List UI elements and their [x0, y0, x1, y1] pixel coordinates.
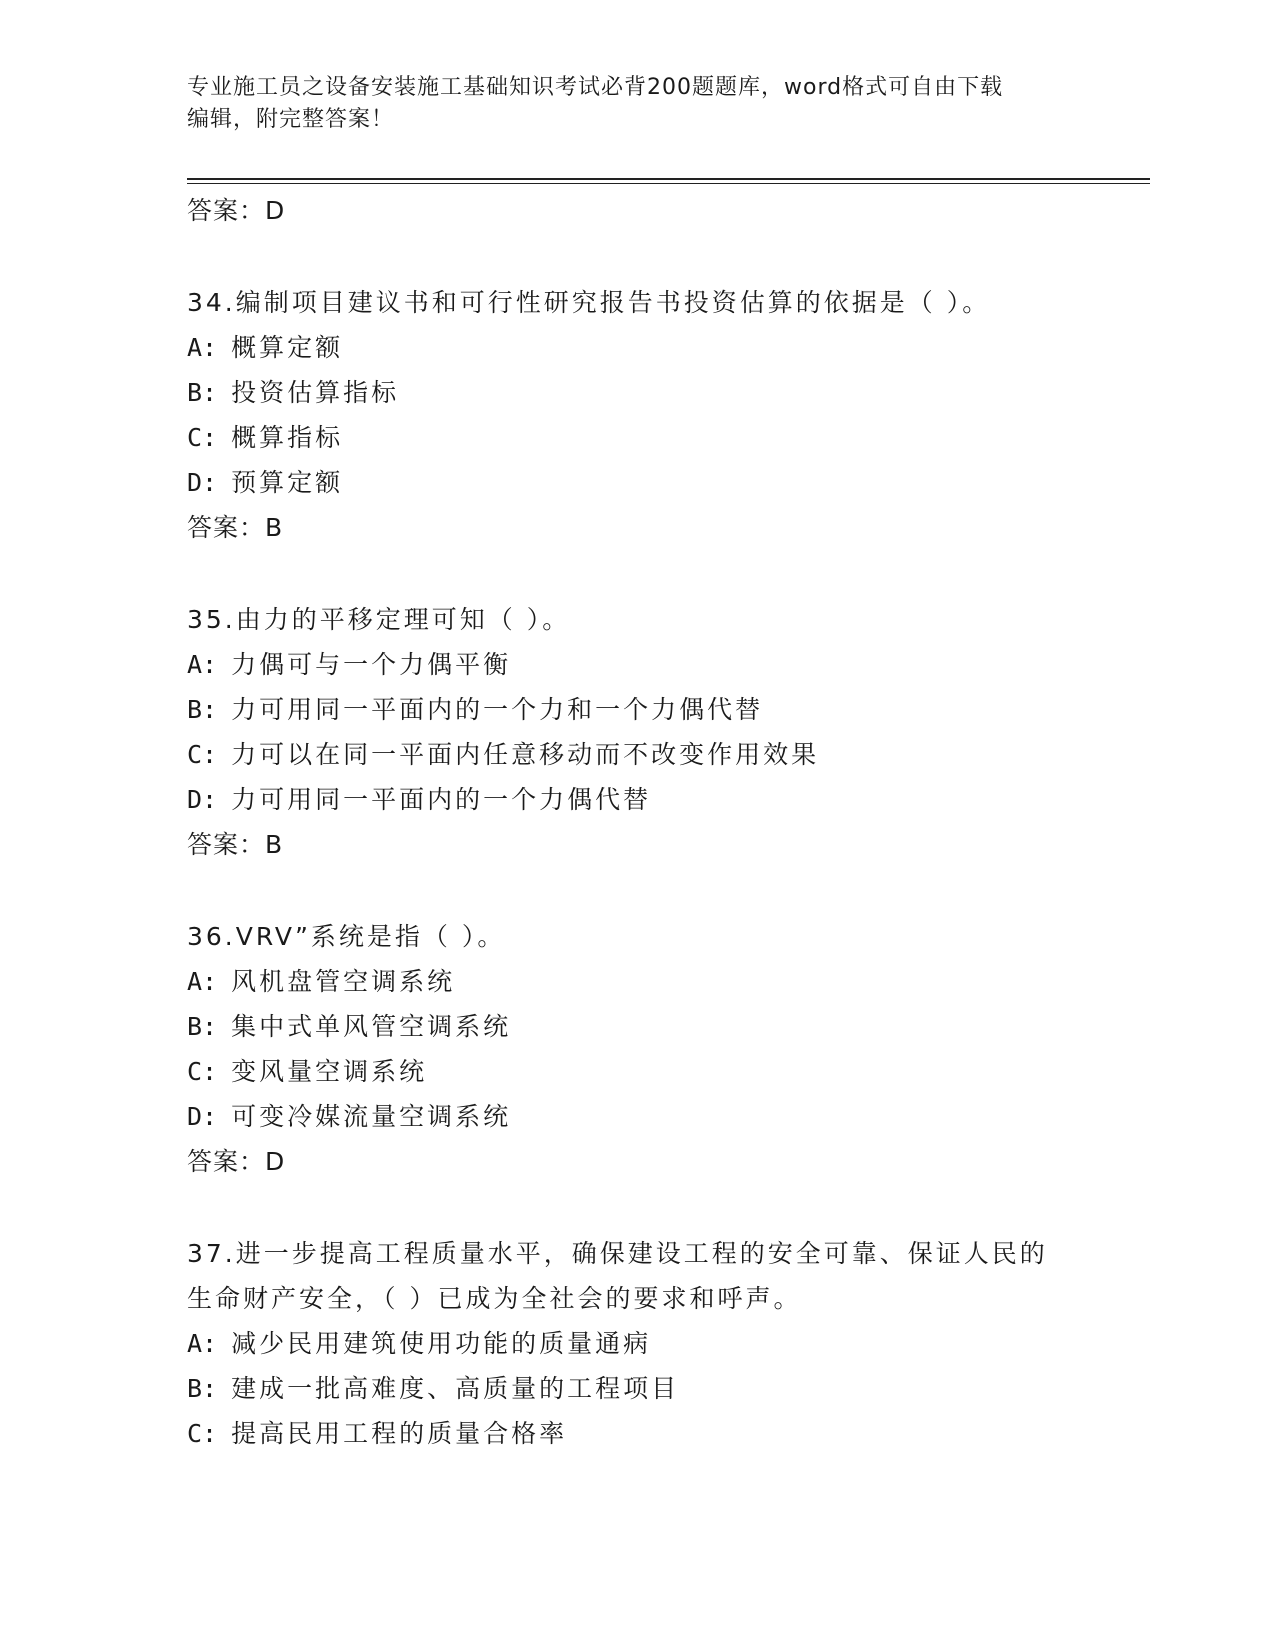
option-letter: B:: [187, 378, 218, 407]
option-letter: A:: [187, 650, 218, 679]
option-text: 减少民用建筑使用功能的质量通病: [231, 1329, 652, 1358]
option-letter: D:: [187, 1102, 218, 1131]
option-letter: B:: [187, 1012, 218, 1041]
option-c: [187, 415, 1087, 460]
answer-line: 答案：B: [187, 830, 284, 859]
option-letter: A:: [187, 333, 218, 362]
spacer: [187, 550, 1087, 597]
header-line-2: 编辑，附完整答案！: [187, 107, 395, 132]
option-text: 预算定额: [231, 468, 344, 497]
option-a: [187, 642, 1087, 687]
option-text: 可变冷媒流量空调系统: [231, 1102, 512, 1131]
option-d: [187, 460, 1087, 505]
option-b: [187, 370, 1087, 415]
option-d: [187, 1094, 1087, 1139]
option-text: 力偶可与一个力偶平衡: [231, 650, 512, 679]
option-letter: D:: [187, 468, 218, 497]
option-text: 概算定额: [231, 333, 344, 362]
option-text: 投资估算指标: [231, 378, 400, 407]
option-b: [187, 687, 1087, 732]
question-34: [187, 280, 1087, 550]
option-letter: B:: [187, 695, 218, 724]
option-letter: C:: [187, 423, 218, 452]
header-divider-thin: [187, 183, 1150, 184]
option-a: [187, 325, 1087, 370]
option-text: 力可用同一平面内的一个力和一个力偶代替: [231, 695, 764, 724]
option-text: 集中式单风管空调系统: [231, 1012, 512, 1041]
option-text: 力可用同一平面内的一个力偶代替: [231, 785, 652, 814]
option-text: 提高民用工程的质量合格率: [231, 1419, 568, 1448]
question-35: [187, 597, 1087, 867]
option-letter: A:: [187, 967, 218, 996]
option-letter: B:: [187, 1374, 218, 1403]
option-a: [187, 959, 1087, 1004]
option-text: 建成一批高难度、高质量的工程项目: [231, 1374, 680, 1403]
answer-line: 答案：B: [187, 513, 284, 542]
option-letter: D:: [187, 785, 218, 814]
question-list: [187, 188, 1087, 1456]
option-text: 力可以在同一平面内任意移动而不改变作用效果: [231, 740, 820, 769]
option-b: [187, 1366, 1087, 1411]
option-c: [187, 1049, 1087, 1094]
question-stem-continued: 生命财产安全，（ ）已成为全社会的要求和呼声。: [187, 1284, 802, 1313]
question-stem: 34.编制项目建议书和可行性研究报告书投资估算的依据是（ ）。: [187, 288, 991, 317]
question-37: [187, 1231, 1087, 1456]
option-c: [187, 1411, 1087, 1456]
option-text: 风机盘管空调系统: [231, 967, 456, 996]
option-c: [187, 732, 1087, 777]
spacer: [187, 1184, 1087, 1231]
option-text: 概算指标: [231, 423, 344, 452]
option-letter: C:: [187, 1057, 218, 1086]
option-text: 变风量空调系统: [231, 1057, 428, 1086]
option-letter: C:: [187, 740, 218, 769]
previous-answer: 答案：D: [187, 196, 286, 225]
option-letter: C:: [187, 1419, 218, 1448]
question-36: [187, 914, 1087, 1184]
question-stem: 35.由力的平移定理可知（ ）。: [187, 605, 571, 634]
option-d: [187, 777, 1087, 822]
question-stem: 37.进一步提高工程质量水平，确保建设工程的安全可靠、保证人民的: [187, 1239, 1048, 1268]
document-header: [187, 72, 1087, 136]
option-b: [187, 1004, 1087, 1049]
answer-line: 答案：D: [187, 1147, 286, 1176]
option-a: [187, 1321, 1087, 1366]
option-letter: A:: [187, 1329, 218, 1358]
spacer: [187, 233, 1087, 280]
spacer: [187, 867, 1087, 914]
header-divider-thick: [187, 178, 1150, 180]
header-line-1: 专业施工员之设备安装施工基础知识考试必背200题题库，word格式可自由下载: [187, 75, 1004, 100]
question-stem: 36.VRV”系统是指（ ）。: [187, 922, 506, 951]
